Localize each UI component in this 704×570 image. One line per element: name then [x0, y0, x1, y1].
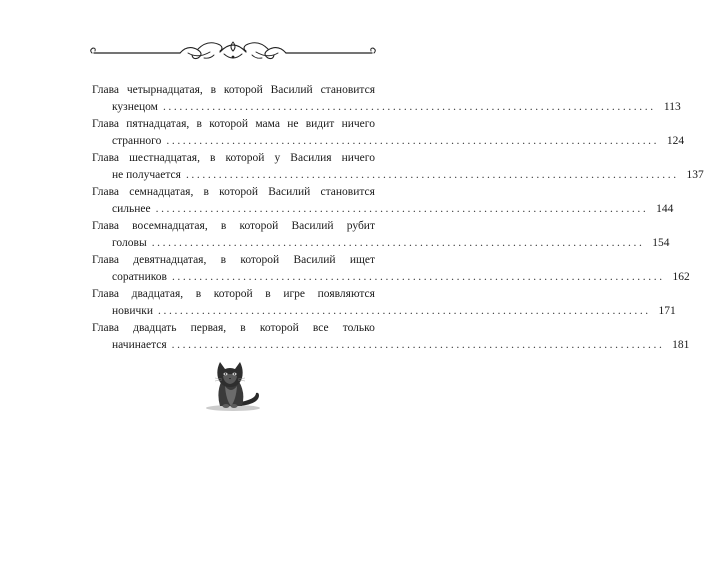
dot-leader: ..........................................................................................: [185, 168, 679, 181]
table-of-contents: [92, 82, 704, 354]
toc-entry[interactable]: [92, 252, 690, 285]
toc-entry-title-continuation: кузнецом: [112, 100, 158, 113]
toc-entry-title: Глава пятнадцатая, в которой мама не видит ничего: [92, 118, 375, 130]
dot-leader: ..........................................................................................: [151, 236, 645, 249]
toc-entry-title: Глава восемнадцатая, в которой Василий рубит: [92, 220, 375, 232]
toc-entry-title-continuation: начинается: [112, 338, 167, 351]
toc-entry[interactable]: [92, 150, 704, 183]
dot-leader: ..........................................................................................: [158, 304, 651, 317]
toc-page-number: 181: [672, 338, 690, 351]
toc-entry-title-continuation: странного: [112, 134, 162, 147]
dot-leader: ..........................................................................................: [171, 338, 665, 351]
toc-entry[interactable]: [92, 320, 690, 353]
toc-entry-title: Глава шестнадцатая, в которой у Василия ничего: [92, 152, 375, 164]
toc-entry-title-continuation: не получается: [112, 168, 181, 181]
toc-entry-title: Глава девятнадцатая, в которой Василий ищет: [92, 254, 375, 266]
toc-page-number: 124: [666, 134, 685, 147]
toc-entry[interactable]: [92, 218, 670, 251]
toc-entry[interactable]: [92, 184, 674, 217]
toc-entry-title-continuation: сильнее: [112, 202, 151, 215]
toc-page-number: 171: [658, 304, 676, 317]
toc-entry-title-continuation: соратников: [112, 270, 167, 283]
toc-entry-title: Глава четырнадцатая, в которой Василий становится: [92, 84, 375, 96]
toc-entry-title-continuation: новички: [112, 304, 154, 317]
toc-page-number: 144: [656, 202, 674, 215]
toc-page-number: 154: [652, 236, 670, 249]
toc-entry-title: Глава двадцатая, в которой в игре появляются: [92, 288, 375, 300]
dot-leader: ..........................................................................................: [166, 134, 660, 147]
toc-page-number: 162: [672, 270, 690, 283]
toc-page-number: 113: [663, 100, 681, 113]
toc-entry[interactable]: [92, 116, 685, 149]
toc-entry-title: Глава двадцать первая, в которой все только: [92, 322, 375, 334]
toc-entry[interactable]: [92, 82, 681, 115]
toc-entry-title-continuation: головы: [112, 236, 147, 249]
toc-page-number: 137: [686, 168, 704, 181]
dot-leader: ..........................................................................................: [162, 100, 656, 113]
cat-illustration-icon: [200, 356, 262, 412]
toc-entry[interactable]: [92, 286, 676, 319]
toc-entry-title: Глава семнадцатая, в которой Василий становится: [92, 186, 375, 198]
dot-leader: ..........................................................................................: [171, 270, 665, 283]
dot-leader: ..........................................................................................: [155, 202, 649, 215]
flourish-ornament-icon: [88, 38, 378, 66]
